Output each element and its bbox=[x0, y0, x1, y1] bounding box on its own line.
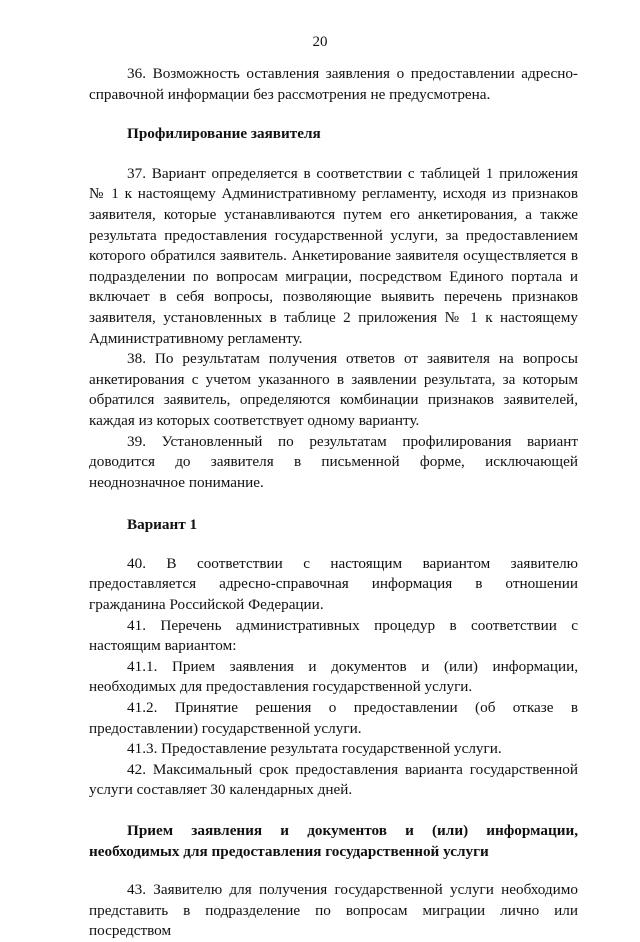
paragraph-40: 40. В соответствии с настоящим вариантом заявителю предоставляется адресно-справочная информация в отношении гражданина Российской Федерации. bbox=[89, 554, 578, 614]
paragraph-38: 38. По результатам получения ответов от заявителя на вопросы анкетирования с учетом указанного в заявлении результата, за которым обратился заявитель, определяются комбинации признаков заявителей, каждая из которых соответствует одному варианту. bbox=[89, 350, 578, 429]
paragraph-39: 39. Установленный по результатам профилирования вариант доводится до заявителя в письменной форме, исключающей неоднозначное понимание. bbox=[89, 432, 578, 491]
paragraph-36: 36. Возможность оставления заявления о предоставлении адресно-справочной информации без рассмотрения не предусмотрена. bbox=[89, 65, 578, 103]
paragraph-41-1: 41.1. Прием заявления и документов и (или) информации, необходимых для предоставления государственной услуги. bbox=[89, 657, 578, 696]
paragraph-41-3: 41.3. Предоставление результата государственной услуги. bbox=[127, 740, 502, 758]
document-body bbox=[89, 64, 578, 942]
page-number: 20 bbox=[312, 34, 328, 50]
heading-variant-1: Вариант 1 bbox=[127, 516, 198, 534]
paragraph-37: 37. Вариант определяется в соответствии с таблицей 1 приложения № 1 к настоящему Административному регламенту, исходя из признаков заявителя, которые устанавливаются путем его анкетирования, а также результата предоставления государственной услуги, за предоставлением которого обратился заявитель. Анкетирование заявителя осуществляется в подразделении по вопросам миграции, посредством Единого портала и включает в себя вопросы, позволяющие выявить перечень признаков заявителя, установленных в таблице 2 приложения № 1 к настоящему Административному регламенту. bbox=[89, 164, 578, 347]
paragraph-41-2: 41.2. Принятие решения о предоставлении (об отказе в предоставлении) государственной услуги. bbox=[89, 699, 578, 737]
heading-application-receipt: Прием заявления и документов и (или) информации, необходимых для предоставления государственной услуги bbox=[89, 822, 578, 860]
paragraph-41: 41. Перечень административных процедур в соответствии с настоящим вариантом: bbox=[89, 616, 578, 655]
heading-applicant-profiling: Профилирование заявителя bbox=[127, 125, 321, 143]
paragraph-42: 42. Максимальный срок предоставления варианта государственной услуги составляет 30 календарных дней. bbox=[89, 760, 578, 799]
paragraph-43: 43. Заявителю для получения государственной услуги необходимо представить в подразделение по вопросам миграции лично или посредством bbox=[89, 881, 578, 940]
